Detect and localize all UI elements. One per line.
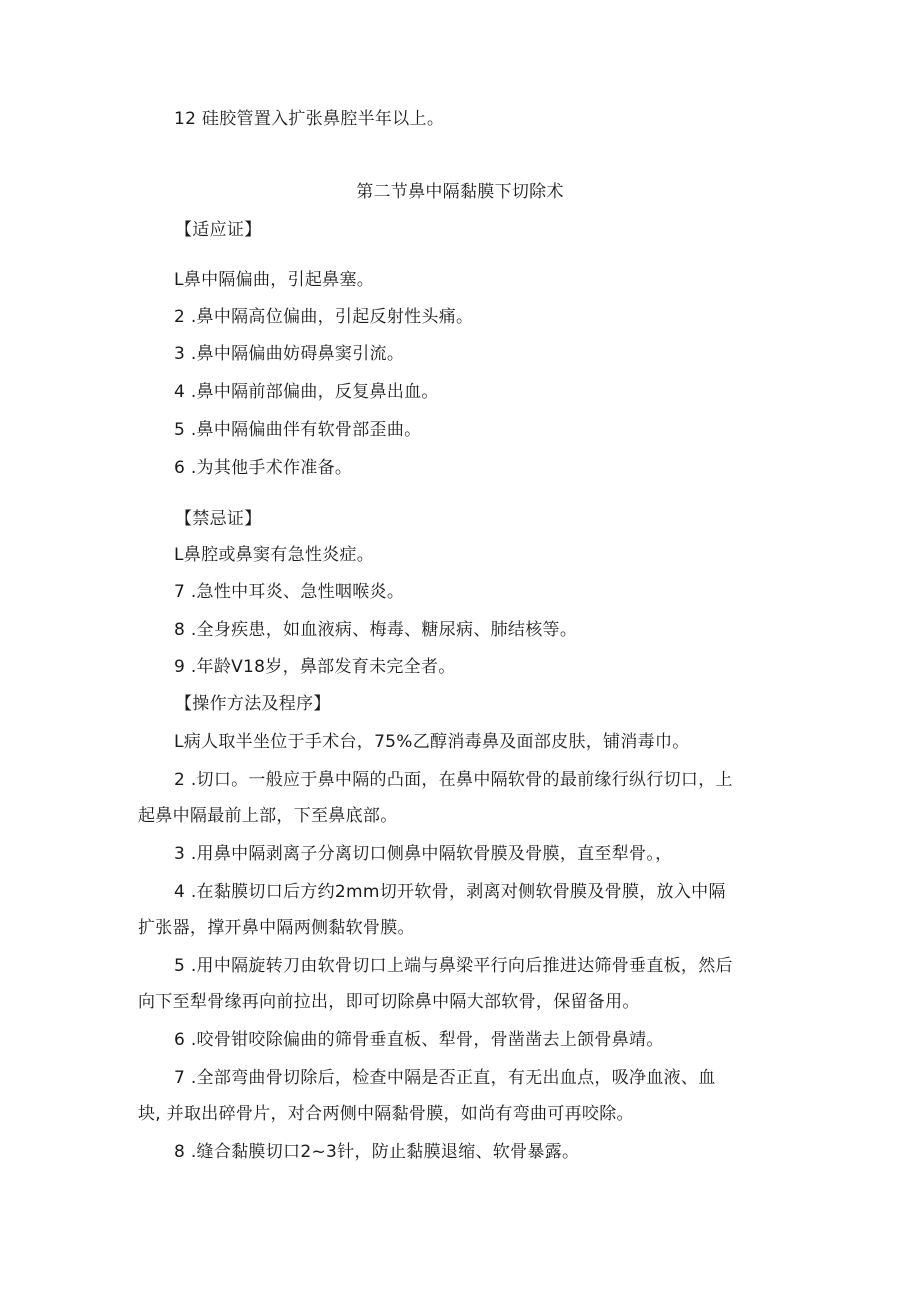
procedure-line: 2 .切口。一般应于鼻中隔的凸面，在鼻中隔软骨的最前缘行纵行切口，上 xyxy=(174,770,733,790)
indication-item: 6 .为其他手术作准备。 xyxy=(174,458,353,478)
contraindication-item: 8 .全身疾患，如血液病、梅毒、糖尿病、肺结核等。 xyxy=(174,620,578,640)
procedure-line: 扩张器，撑开鼻中隔两侧黏软骨膜。 xyxy=(138,918,415,938)
section-title: 第二节鼻中隔黏膜下切除术 xyxy=(356,182,564,202)
contraindication-item: L鼻腔或鼻窦有急性炎症。 xyxy=(174,545,375,565)
procedure-line: 8 .缝合黏膜切口2~3针，防止黏膜退缩、软骨暴露。 xyxy=(174,1142,580,1162)
indication-item: 5 .鼻中隔偏曲伴有软骨部歪曲。 xyxy=(174,420,422,440)
procedure-line: 5 .用中隔旋转刀由软骨切口上端与鼻梁平行向后推进达筛骨垂直板，然后 xyxy=(174,956,733,976)
indication-item: 4 .鼻中隔前部偏曲，反复鼻出血。 xyxy=(174,382,439,402)
procedure-line: 7 .全部弯曲骨切除后，检查中隔是否正直，有无出血点，吸净血液、血 xyxy=(174,1068,716,1088)
contraindication-item: 7 .急性中耳炎、急性咽喉炎。 xyxy=(174,582,405,602)
procedure-line: 4 .在黏膜切口后方约2mm切开软骨，剥离对侧软骨膜及骨膜，放入中隔 xyxy=(174,882,726,902)
indication-item: 2 .鼻中隔高位偏曲，引起反射性头痛。 xyxy=(174,307,474,327)
procedure-line: 块, 并取出碎骨片，对合两侧中隔黏骨膜，如尚有弯曲可再咬除。 xyxy=(138,1104,634,1124)
procedure-line: 起鼻中隔最前上部，下至鼻底部。 xyxy=(138,806,398,826)
indications-heading: 【适应证】 xyxy=(175,220,262,240)
previous-list-item: 12 硅胶管置入扩张鼻腔半年以上。 xyxy=(174,109,445,129)
contraindication-item: 9 .年龄V18岁，鼻部发育未完全者。 xyxy=(174,657,456,677)
indication-item: 3 .鼻中隔偏曲妨碍鼻窦引流。 xyxy=(174,344,405,364)
contraindications-heading: 【禁忌证】 xyxy=(175,509,262,529)
procedure-line: 6 .咬骨钳咬除偏曲的筛骨垂直板、犁骨，骨凿凿去上颌骨鼻靖。 xyxy=(174,1030,664,1050)
procedure-line: L病人取半坐位于手术台，75%乙醇消毒鼻及面部皮肤，铺消毒巾。 xyxy=(174,732,690,752)
procedure-heading: 【操作方法及程序】 xyxy=(175,694,331,714)
indication-item: L鼻中隔偏曲，引起鼻塞。 xyxy=(174,270,375,290)
procedure-line: 3 .用鼻中隔剥离子分离切口侧鼻中隔软骨膜及骨膜，直至犁骨。， xyxy=(174,844,673,864)
procedure-line: 向下至犁骨缘再向前拉出，即可切除鼻中隔大部软骨，保留备用。 xyxy=(138,992,640,1012)
